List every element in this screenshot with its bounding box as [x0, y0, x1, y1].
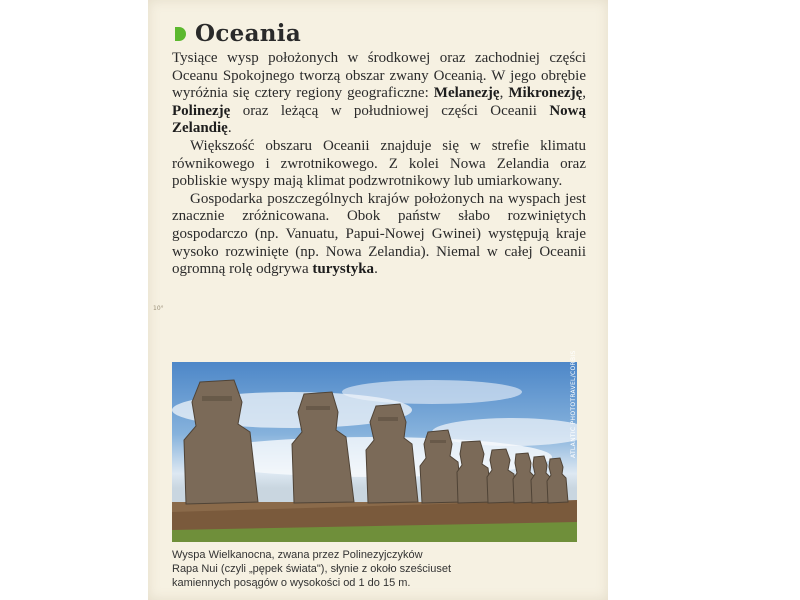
- text-run: oraz leżącą w południowej części Oceanii: [230, 102, 550, 119]
- keyword-turystyka: turystyka: [312, 261, 375, 278]
- section-title: Oceania: [195, 20, 302, 47]
- body-text: [172, 50, 586, 279]
- region-polinezja: Polinezję: [172, 102, 231, 119]
- text-run: Gospodarka poszczególnych krajów położonych na wyspach jest znacznie zróżnicowana. Obok państw słabo rozwiniętych gospodarczo (np. Vanuatu, Papui-Nowej Gwinei) występują kraje wysoko rozwinięte (np. Nowa Zelandia). Niemal w całej Oceanii ogromną rolę odgrywa: [172, 190, 586, 278]
- region-melanezja: Melanezję: [433, 85, 500, 102]
- text-run: .: [374, 261, 378, 278]
- text-run: ,: [582, 85, 586, 102]
- text-run: Większość obszaru Oceanii znajduje się w strefie klimatu równikowego i zwrotnikowego. Z kolei Nowa Zelandia oraz pobliskie wyspy mają klimat podzwrotnikowy lub umiarkowany.: [172, 137, 586, 190]
- photo-credit: ATLANTIC PHOTOTRAVEL/CORBIS: [570, 350, 577, 458]
- photo-caption: [172, 548, 584, 590]
- region-mikronezja: Mikronezję: [508, 85, 583, 102]
- moai-statues-image: [172, 362, 577, 542]
- section-marker-icon: [174, 26, 187, 42]
- paragraph-3: [172, 191, 586, 279]
- text-run: Tysiące wysp położonych w środkowej oraz zachodniej części Oceanu Spokojnego tworzą obszar zwany Oceanią. W jego obrębie wyróżnia się cztery regiony geograficzne:: [172, 50, 586, 102]
- moai-photo: [172, 362, 577, 542]
- paragraph-2: [172, 138, 586, 191]
- caption-line: Wyspa Wielkanocna, zwana przez Polinezyjczyków: [172, 549, 423, 561]
- section-header: [174, 20, 301, 47]
- caption-line: Rapa Nui (czyli „pępek świata"), słynie z około sześciuset: [172, 563, 452, 575]
- text-run: .: [227, 120, 232, 137]
- caption-line: kamiennych posągów o wysokości od 1 do 15 m.: [172, 577, 411, 589]
- region-nowa-zelandia: Nową Zelandię: [172, 102, 586, 137]
- margin-mark: 10°: [153, 305, 164, 312]
- paragraph-1: [172, 50, 586, 138]
- text-run: ,: [499, 85, 509, 102]
